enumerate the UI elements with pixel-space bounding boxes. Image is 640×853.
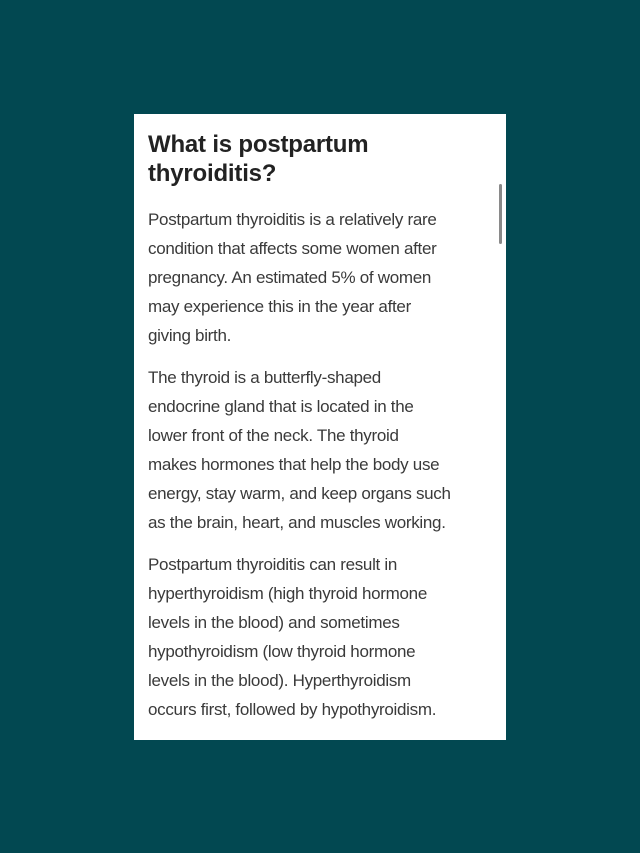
article-title-line: What is postpartum bbox=[148, 131, 369, 158]
text-line: energy, stay warm, and keep organs such bbox=[148, 484, 451, 503]
text-line: as the brain, heart, and muscles working. bbox=[148, 513, 446, 532]
text-line: pregnancy. An estimated 5% of women bbox=[148, 268, 432, 287]
article-card bbox=[134, 114, 506, 740]
text-line: The thyroid is a butterfly-shaped bbox=[148, 368, 381, 387]
text-line: endocrine gland that is located in the bbox=[148, 397, 414, 416]
text-line: makes hormones that help the body use bbox=[148, 455, 440, 474]
article-content bbox=[148, 130, 498, 724]
text-line: may experience this in the year after bbox=[148, 297, 411, 316]
text-line: lower front of the neck. The thyroid bbox=[148, 426, 399, 445]
paragraph-thyroid bbox=[148, 363, 498, 537]
text-line: Postpartum thyroiditis can result in bbox=[148, 555, 398, 574]
scrollbar-thumb[interactable] bbox=[499, 184, 502, 244]
text-line: Postpartum thyroiditis is a relatively rare bbox=[148, 210, 437, 229]
paragraph-definition bbox=[148, 205, 498, 350]
article-title-line: thyroiditis? bbox=[148, 160, 277, 187]
text-line: hyperthyroidism (high thyroid hormone bbox=[148, 584, 427, 603]
article-title bbox=[148, 130, 498, 188]
text-line: occurs first, followed by hypothyroidism. bbox=[148, 700, 437, 719]
text-line: giving birth. bbox=[148, 326, 232, 345]
paragraph-effects bbox=[148, 550, 498, 724]
text-line: levels in the blood). Hyperthyroidism bbox=[148, 671, 411, 690]
text-line: levels in the blood) and sometimes bbox=[148, 613, 400, 632]
text-line: condition that affects some women after bbox=[148, 239, 437, 258]
text-line: hypothyroidism (low thyroid hormone bbox=[148, 642, 416, 661]
